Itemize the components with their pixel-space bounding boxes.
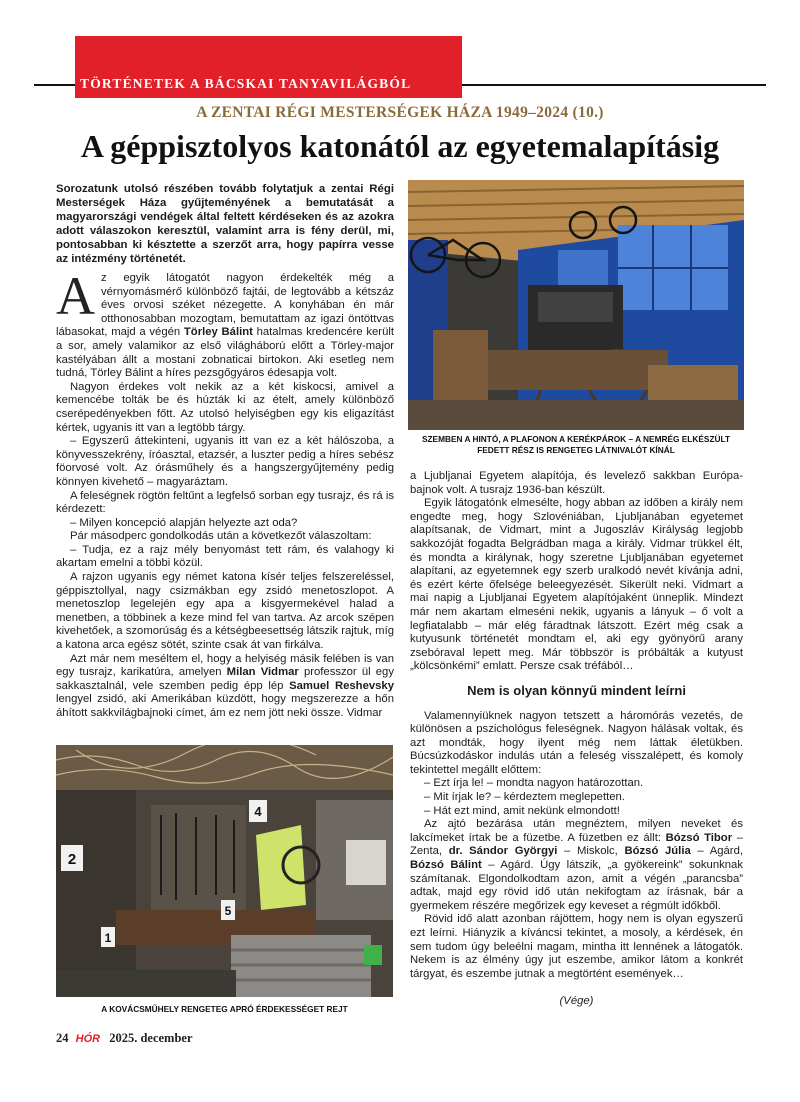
hall-photo-caption: SZEMBEN A HINTÓ, A PLAFONON A KERÉKPÁROK – A NEMRÉG ELKÉSZÜLT FEDETT RÉSZ IS RENGETEG LÁTNIVALÓT KÍNÁL — [421, 434, 731, 455]
page-number: 24 — [56, 1031, 69, 1045]
paragraph: Nagyon érdekes volt nekik az a két kiskocsi, amivel a kemencébe tolták be és húzták ki az ételt, amely különböző cserépedényekben főtt. Az utolsó helyiségben egy kis eligazítást kértek, ugyanis itt van a legtöbb tárgy. — [56, 380, 394, 434]
paragraph: Azt már nem meséltem el, hogy a helyiség másik felében is van egy tusrajz, karikatúra, amelyen Milan Vidmar professzor ül egy sakkasztalnál, vele szemben pedig épp lép Samuel Reshevsky lengyel zsidó, aki Amerikában küzdött, hogy megszerezze a hőn áhított sakkvilágbajnoki címet, ám ez nem jött neki össze. Vidmar — [56, 652, 394, 719]
page-footer — [56, 1031, 193, 1046]
marker-label: 1 — [104, 931, 112, 945]
article-lead: Sorozatunk utolsó részében tovább folytatjuk a zentai Régi Mesterségek Háza gyűjteményének a bemutatását a magyarországi vendégek által feltett kérdéseken és az azokra adott válaszokon keresztül, valamint arra is fény derül, mi, pontosabban ki késztette a szerzőt arra, hogy papírra vesse az intézmény történetét. — [56, 183, 394, 265]
paragraph: Pár másodperc gondolkodás után a következőt válaszoltam: — [70, 530, 372, 543]
article-kicker: A ZENTAI RÉGI MESTERSÉGEK HÁZA 1949–2024 (10.) — [196, 104, 604, 121]
section-label: TÖRTÉNETEK A BÁCSKAI TANYAVILÁGBÓL — [80, 76, 412, 91]
paragraph: Valamennyiüknek nagyon tetszett a háromórás vezetés, de különösen a pszichológus feleségnek. Nagyon hálásak voltak, és azt mondták, hogy ilyent még nem láttak életükben. Búcsúzkodáskor indulás után a feleség visszalépett, és komoly tekintettel megállt előttem: — [410, 709, 743, 776]
workshop-photo — [56, 745, 393, 997]
left-column — [56, 182, 394, 721]
paragraph: A feleségnek rögtön feltűnt a legfelső sorban egy tusrajz, és rá is kérdezett: — [56, 489, 394, 516]
paragraph: – Ezt írja le! – mondta nagyon határozottan. — [424, 777, 644, 790]
workshop-photo-illustration — [56, 745, 393, 997]
paragraph: Az ajtó bezárása után megnéztem, milyen neveket és lakcímeket írtak be a füzetbe. A füzetben ez állt: Bózsó Tibor – Zenta, dr. Sándor Györgyi – Miskolc, Bózsó Júlia – Agárd, Bózsó Bálint – Agárd. Úgy látszik, „a gyökereink” sokunknak számítanak. Elgondolkodtam azon, amit a végén „parancsba” adtak, majd egy rövid idő után nekifogtam az írásnak, bár a gyermekem részére megőrizek egy keveset a régmúlt időkből. — [410, 818, 743, 912]
paragraph: – Tudja, ez a rajz mély benyomást tett rám, és valahogy ki akartam emelni a többi közül. — [56, 543, 394, 570]
article-headline: A géppisztolyos katonától az egyetemalapításig — [80, 128, 720, 164]
paragraph: – Milyen koncepció alapján helyezte azt oda? — [70, 516, 298, 529]
subheading: Nem is olyan könnyű mindent leírni — [467, 682, 686, 698]
paragraph: A rajzon ugyanis egy német katona kísér teljes felszereléssel, géppisztollyal, nagy csizmákban egy zsidó menetoszlopot. A menetoszlop legelején egy apa a kisgyermekével halad a menetben, a többinek a keze mind fel van tartva. Az arcok szépen kivehetőek, a szomorúság és a kétségbeesettség látszik rajtuk, míg a katona arca egész sötét, szinte csak át van firkálva. — [56, 571, 394, 652]
issue-date: 2025. december — [109, 1031, 193, 1045]
right-column — [410, 470, 743, 1009]
paragraph: a Ljubljanai Egyetem alapítója, és levelező sakkban Európa-bajnok volt. A tusrajz 1936-ban készült. — [410, 470, 743, 496]
paragraph: Az egyik látogatót nagyon érdekelték még a vérnyomásmérő különböző fajtái, de legtovább a kétszáz éves orvosi széket nézegette. A konyhában én már otthonosabban mozogtam, bemutattam az igazi öntöttvas lábasokat, majd a végén Törley Bálint hatalmas kredencére került a sor, amely valamikor az első világháború előtt a Törley-major kastélyában állt a mostani zobnaticai birtokon. Aki esetleg nem tudná, Törley Bálint a híres pezsgőgyáros édesapja volt. — [56, 266, 394, 380]
hall-photo — [408, 180, 744, 430]
workshop-photo-caption: A KOVÁCSMŰHELY RENGETEG APRÓ ÉRDEKESSÉGET REJT — [101, 1004, 348, 1014]
marker-label: 2 — [67, 851, 77, 868]
magazine-logo: HÓR — [75, 1033, 101, 1045]
drop-cap: A — [56, 266, 95, 326]
hall-photo-illustration — [408, 180, 744, 430]
paragraph: Egyik látogatónk elmesélte, hogy abban az időben a király nem engedte meg, hogy Szlovéniában, Ljubljanában egyetemet alapítsanak, de Vidmart, mint a Jugoszláv Királyság legjobb sakkozóját fogadta Belgrádban maga a király. Vidmar trükkel élt, és mondta a királynak, hogy szeretne Ljubljanában egyetemet alapítani, az egyetemnek egy szerb uralkodó nevét kívánja adni, és ezért kérte őfelsége beleegyezését. Sikerült neki. Vidmart a mai napig a Ljubljanai Egyetem alapítójaként ünneplik. Mindezt már nem akartam elmeséni nekik, ugyanis a lányuk – ő volt a legfiatalabb – már elég fáradtnak látszott. Ezért még csak a kutyusunk történetét mondtam el, aki egy gyönyörű arany zsebóraval lepett meg. Már többször is próbálták a kutyust „kölcsönkémi” emlatt. Persze csak tréfából… — [410, 497, 743, 673]
marker-label: 4 — [254, 804, 262, 819]
paragraph: – Hát ezt mind, amit nekünk elmondott! — [424, 804, 620, 817]
paragraph: – Egyszerű áttekinteni, ugyanis itt van ez a két hálószoba, a könyvesszekrény, íróasztal, etazsér, a luszter pedig a híres sebész föorvosé volt. Az órásműhely és a hangszergyűjtemény pedig könnyen kivehető – magyaráztam. — [56, 435, 394, 488]
paragraph: – Mit írjak le? – kérdeztem meglepetten. — [424, 791, 625, 804]
paragraph: Rövid idő alatt azonban rájöttem, hogy nem is olyan egyszerű ezt leírni. Hiányzik a kíváncsi tekintet, a mosoly, a kérdések, én sem tudom úgy beleélni magam, mintha itt lennének a látogatók. Nekem is az élmény úgy jut eszembe, amikor látom a konkrét tárgyat, és eszembe jutnak a megtörtént események… — [410, 913, 743, 980]
marker-label: 5 — [224, 904, 232, 918]
article-end-mark: (Vége) — [559, 995, 594, 1008]
